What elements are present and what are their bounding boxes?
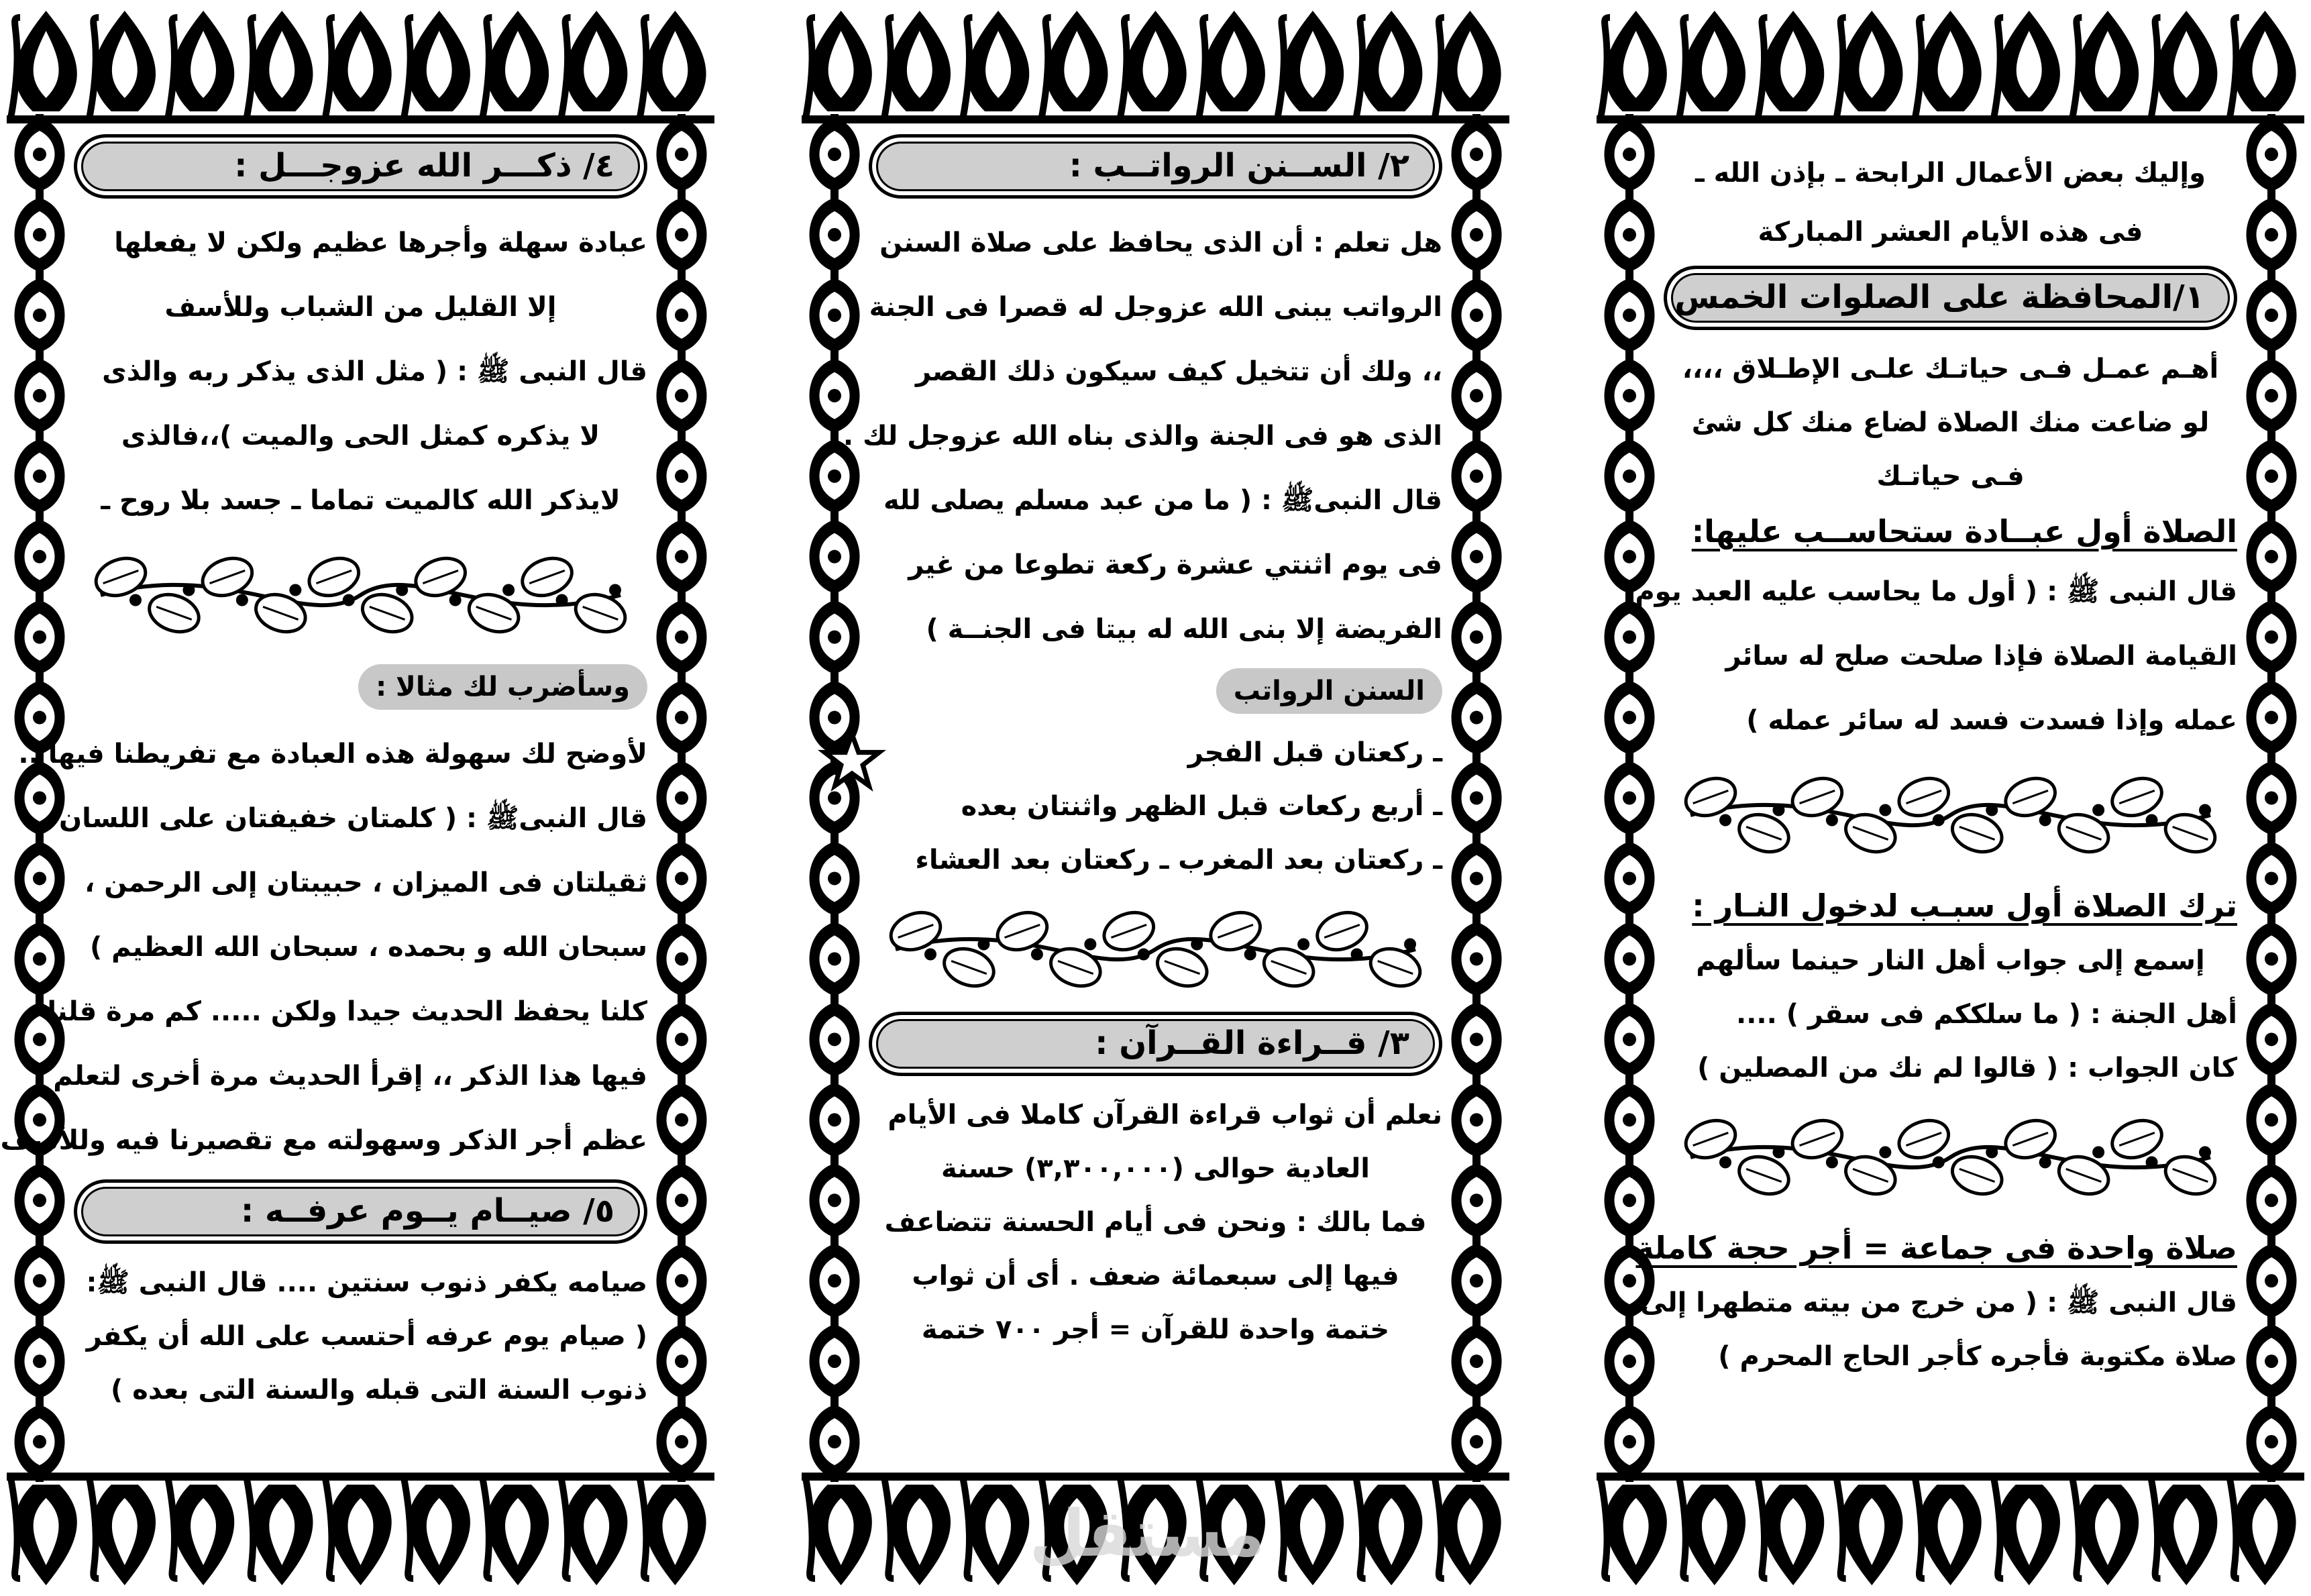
frame-side-border	[798, 114, 871, 1482]
text-line: ثقيلتان فى الميزان ، حبيبتان إلى الرحمن ،	[85, 867, 647, 898]
section-title-prayers: ١/المحافظة على الصلوات الخمس	[1664, 266, 2237, 330]
text-line: فـى حياتـك	[1876, 461, 2025, 492]
subheading-fire: ترك الصلاة أول سبـب لدخول النـار :	[1692, 888, 2237, 924]
leaf-ornament	[889, 899, 1422, 1000]
text-line: أهل الجنة : ( ما سلككم فى سقر ) ....	[1736, 999, 2237, 1030]
frame-side-border	[2235, 114, 2308, 1482]
watermark-logo: مستقل	[1029, 1496, 1265, 1571]
panel-right	[1590, 0, 2311, 1596]
text-line: ،، ولك أن تتخيل كيف سيكون ذلك القصر	[915, 356, 1442, 387]
intro-line: وإليك بعض الأعمال الرابحة ـ بإذن الله ـ	[1695, 158, 2206, 189]
text-line: فيها إلى سبعمائة ضعف . أى أن ثواب	[912, 1261, 1399, 1291]
text-line: عمله وإذا فسدت فسد له سائر عمله )	[1746, 705, 2237, 736]
text-line: لو ضاعت منك الصلاة لضاع منك كل شئ	[1691, 407, 2210, 438]
text-line: كان الجواب : ( قالوا لم نك من المصلين )	[1697, 1053, 2237, 1083]
text-line: فما بالك : ونحن فى أيام الحسنة تتضاعف	[884, 1207, 1427, 1238]
text-line: هل تعلم : أن الذى يحافظ على صلاة السنن	[879, 227, 1442, 258]
text-line: قال النبى ﷺ : ( أول ما يحاسب عليه العبد يوم	[1635, 576, 2237, 607]
text-line: كلنا يحفظ الحديث جيدا ولكن ..... كم مرة قلنا	[47, 996, 647, 1027]
text-line: صيامه يكفر ذنوب سنتين .... قال النبى ﷺ:	[86, 1267, 647, 1298]
text-line: إلا القليل من الشباب وللأسف	[164, 292, 557, 323]
text-line: ختمة واحدة للقرآن = أجر ٧٠٠ ختمة	[921, 1314, 1390, 1345]
text-line: عبادة سهلة وأجرها عظيم ولكن لا يفعلها	[114, 227, 647, 258]
text-line: أهـم عمـل فـى حياتـك علـى الإطـلاق ،،،،	[1682, 354, 2219, 384]
frame-side-border	[645, 114, 718, 1482]
subheading-example: وسأضرب لك مثالا :	[358, 664, 647, 710]
panel-content	[1635, 127, 2237, 1469]
text-line: فيها هذا الذكر ،، إقرأ الحديث مرة أخرى لتعلم	[53, 1061, 647, 1092]
frame-top-border	[1597, 4, 2304, 125]
text-line: قال النبىﷺ : ( كلمتان خفيفتان على اللسان ،	[39, 803, 647, 834]
subheading-sunan-list: السنن الرواتب	[1216, 668, 1442, 714]
section-title-dhikr: ٤/ ذكـــر الله عزوجـــل :	[74, 134, 647, 199]
list-item: ـ أربع ركعات قبل الظهر واثنتان بعده	[961, 791, 1442, 822]
leaf-ornament	[94, 545, 627, 645]
frame-top-border	[802, 4, 1509, 125]
list-item: ـ ركعتان قبل الفجر	[1187, 737, 1442, 768]
panel-left	[0, 0, 721, 1596]
leaf-ornament	[1684, 1107, 2217, 1208]
subheading-congregation: صلاة واحدة فى جماعة = أجر حجة كاملة	[1635, 1230, 2237, 1266]
text-line: لأوضح لك سهولة هذه العبادة مع تفريطنا فيها ..	[18, 739, 647, 769]
text-line: قال النبى ﷺ : ( مثل الذى يذكر ربه والذى	[102, 356, 647, 387]
text-line: العادية حوالى (٣,٣٠٠,٠٠٠) حسنة	[941, 1153, 1370, 1184]
star-icon	[822, 731, 882, 792]
subheading-first-judged: الصلاة أول عبــادة ستحاســب عليها:	[1691, 513, 2237, 549]
list-item: ـ ركعتان بعد المغرب ـ ركعتان بعد العشاء	[915, 845, 1442, 875]
intro-line: فى هذه الأيام العشر المباركة	[1758, 217, 2143, 248]
panel-content	[843, 127, 1442, 1469]
text-line: لا يذكره كمثل الحى والميت )،،فالذى	[121, 421, 600, 451]
frame-bottom-border	[7, 1471, 714, 1592]
text-line: ( صيام يوم عرفه أحتسب على الله أن يكفر	[86, 1321, 647, 1352]
text-line: ذنوب السنة التى قبله والسنة التى بعده )	[111, 1375, 647, 1405]
section-title-arafah: ٥/ صيــام يــوم عرفــه :	[74, 1179, 647, 1244]
text-line: قال النبى ﷺ : ( من خرج من بيته متطهرا إلى	[1640, 1287, 2237, 1318]
text-line: إسمع إلى جواب أهل النار حينما سألهم	[1696, 945, 2205, 976]
frame-bottom-border	[1597, 1471, 2304, 1592]
text-line: الرواتب يبنى الله عزوجل له قصرا فى الجنة	[869, 292, 1442, 323]
section-title-quran: ٣/ قــراءة القــرآن :	[869, 1012, 1442, 1076]
text-line: نعلم أن ثواب قراءة القرآن كاملا فى الأيام	[888, 1100, 1442, 1130]
text-line: سبحان الله و بحمده ، سبحان الله العظيم )	[89, 932, 647, 963]
text-line: الفريضة إلا بنى الله له بيتا فى الجنــة )	[926, 614, 1442, 645]
frame-top-border	[7, 4, 714, 125]
text-line: عظم أجر الذكر وسهولته مع تقصيرنا فيه وللأسف	[0, 1125, 647, 1156]
text-line: القيامة الصلاة فإذا صلحت صلح له سائر	[1725, 641, 2237, 672]
leaf-ornament	[1684, 765, 2217, 865]
frame-side-border	[1440, 114, 1513, 1482]
text-line: صلاة مكتوبة فأجره كأجر الحاج المحرم )	[1718, 1341, 2237, 1372]
panel-content	[0, 127, 647, 1469]
text-line: فى يوم اثنتي عشرة ركعة تطوعا من غير	[908, 549, 1442, 580]
text-line: الذى هو فى الجنة والذى بناه الله عزوجل لك .	[843, 421, 1442, 451]
section-title-sunan: ٢/ الســنن الرواتــب :	[869, 134, 1442, 199]
panel-middle	[795, 0, 1516, 1596]
text-line: لايذكر الله كالميت تماما ـ جسد بلا روح ـ	[101, 485, 621, 516]
text-line: قال النبىﷺ : ( ما من عبد مسلم يصلى لله	[883, 485, 1442, 516]
